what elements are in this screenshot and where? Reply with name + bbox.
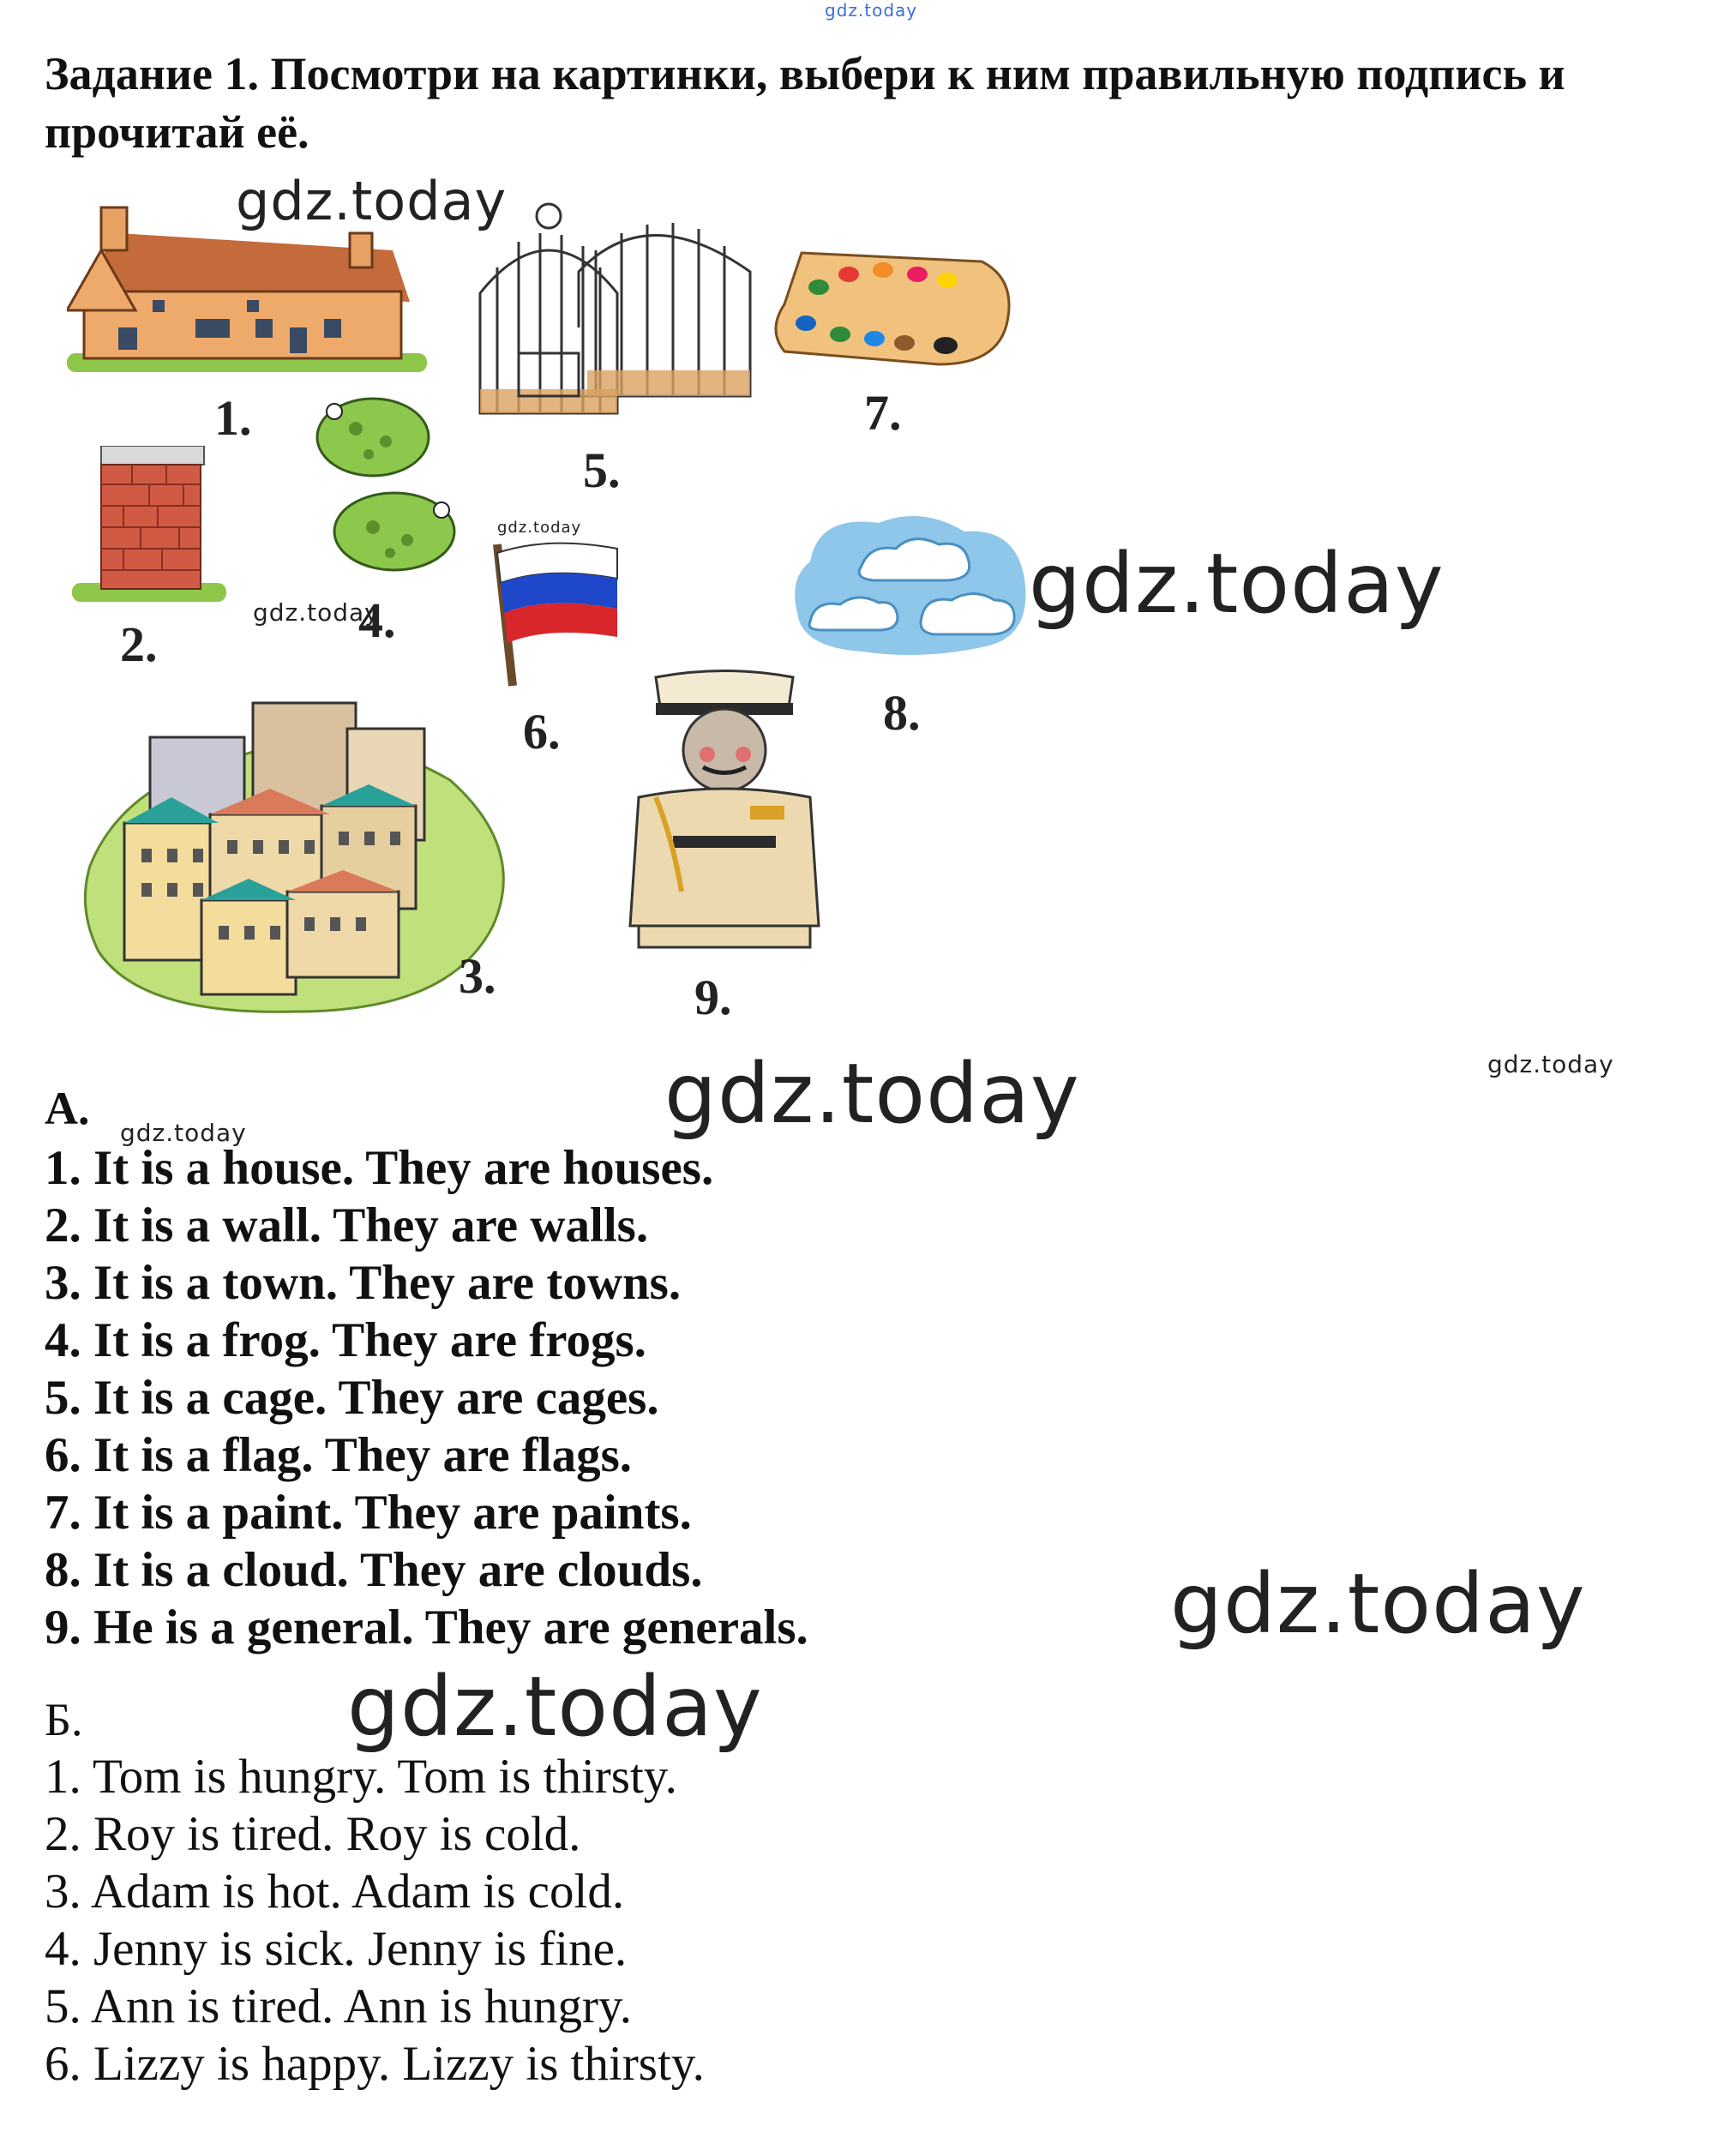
- picture-number-8: 8.: [883, 685, 921, 741]
- watermark: gdz.today: [497, 519, 582, 537]
- picture-number-3: 3.: [459, 948, 496, 1004]
- section-a-line: 1. It is a house. They are houses.: [45, 1141, 714, 1195]
- section-a-line: 7. It is a paint. They are paints.: [45, 1486, 692, 1540]
- watermark: gdz.today: [120, 1119, 247, 1147]
- picture-number-9: 9.: [694, 970, 732, 1025]
- picture-number-2: 2.: [120, 616, 158, 672]
- paints-picture: [767, 244, 1024, 373]
- frogs-picture: [304, 390, 467, 583]
- watermark-top: gdz.today: [825, 0, 918, 21]
- picture-number-4: 4.: [358, 592, 396, 648]
- picture-number-6: 6.: [523, 704, 561, 760]
- general-picture: [622, 669, 827, 956]
- watermark: gdz.today: [347, 1659, 763, 1755]
- section-a-line: 4. It is a frog. They are frogs.: [45, 1313, 646, 1367]
- section-b-line: 4. Jenny is sick. Jenny is fine.: [45, 1922, 628, 1976]
- wall-picture: [72, 446, 226, 609]
- watermark: gdz.today: [1487, 1050, 1614, 1078]
- section-a-line: 3. It is a town. They are towns.: [45, 1256, 682, 1310]
- watermark: gdz.today: [1170, 1556, 1586, 1652]
- section-a-label: A.: [45, 1083, 90, 1134]
- watermark: gdz.today: [1029, 536, 1445, 632]
- watermark: gdz.today: [253, 598, 380, 627]
- section-a-line: 2. It is a wall. They are walls.: [45, 1198, 649, 1252]
- section-b-line: 3. Adam is hot. Adam is cold.: [45, 1865, 625, 1919]
- cages-picture: [467, 199, 759, 435]
- picture-number-7: 7.: [864, 385, 902, 441]
- section-a-line: 5. It is a cage. They are cages.: [45, 1371, 659, 1425]
- picture-number-5: 5.: [583, 442, 621, 498]
- section-b-line: 2. Roy is tired. Roy is cold.: [45, 1807, 581, 1861]
- watermark: gdz.today: [236, 170, 508, 232]
- section-a-line: 6. It is a flag. They are flags.: [45, 1428, 633, 1482]
- section-b-line: 1. Tom is hungry. Tom is thirsty.: [45, 1750, 677, 1804]
- flag-picture: [480, 536, 622, 694]
- section-b-label: Б.: [45, 1694, 83, 1745]
- watermark: gdz.today: [664, 1046, 1080, 1142]
- section-a-line: 9. He is a general. They are generals.: [45, 1600, 808, 1655]
- picture-number-1: 1.: [214, 390, 252, 446]
- section-a-line: 8. It is a cloud. They are clouds.: [45, 1543, 703, 1597]
- section-b-line: 5. Ann is tired. Ann is hungry.: [45, 1979, 633, 2033]
- task-title: Задание 1. Посмотри на картинки, выбери к ним правильную подпись и прочитай её.: [45, 48, 1565, 158]
- clouds-picture: [793, 510, 1033, 660]
- section-b-line: 6. Lizzy is happy. Lizzy is thirsty.: [45, 2037, 705, 2091]
